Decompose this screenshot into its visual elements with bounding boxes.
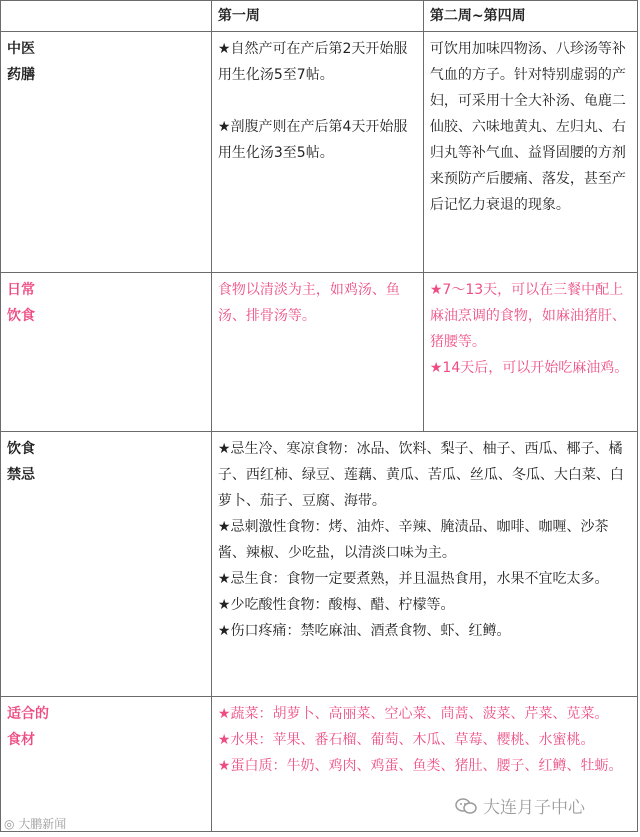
header-week2to4: 第二周~第四周 [423, 1, 637, 32]
row-label-line2: 饮食 [7, 308, 35, 324]
row-label-line2: 食材 [7, 732, 35, 748]
suitable-food-item: ★蔬菜：胡萝卜、高丽菜、空心菜、茼蒿、菠菜、芹菜、苋菜。 [217, 706, 609, 722]
tcm-week1-item: ★剖腹产则在产后第4天开始服用生化汤3至5帖。 [217, 119, 408, 161]
taboo-item: ★忌刺激性食物：烤、油炸、辛辣、腌渍品、咖啡、咖喱、沙茶酱、辣椒、少吃盐，以清淡口味为主。 [217, 519, 609, 561]
suitable-food-item: ★水果：苹果、番石榴、葡萄、木瓜、草莓、樱桃、水蜜桃。 [217, 732, 595, 748]
taboo-item: ★少吃酸性食物：酸梅、醋、柠檬等。 [217, 597, 455, 613]
watermark-left-text: 大鹏新闻 [18, 817, 67, 831]
daily-week2to4-item: ★7～13天，可以在三餐中配上麻油烹调的食物，如麻油猪肝、猪腰等。 [429, 282, 626, 350]
row-label-line1: 日常 [7, 282, 35, 298]
tcm-week1-cell [211, 32, 423, 273]
watermark-left [4, 815, 66, 832]
daily-week2to4-cell [423, 273, 637, 432]
header-blank [1, 1, 212, 32]
row-tcm-diet [1, 32, 638, 273]
header-row [1, 1, 638, 32]
taboo-cell [211, 432, 637, 697]
tcm-week2to4-cell: 可饮用加味四物汤、八珍汤等补气血的方子。针对特别虚弱的产妇，可采用十全大补汤、龟鹿二仙胶、六味地黄丸、左归丸、右归丸等补气血、益肾固腰的方剂来预防产后腰痛、落发，甚至产后记忆力衰退的现象。 [423, 32, 637, 273]
row-label-line1: 中医 [7, 41, 35, 57]
tcm-week1-item: ★自然产可在产后第2天开始服用生化汤5至7帖。 [217, 41, 408, 83]
spacer [218, 88, 417, 114]
row-diet-taboo [1, 432, 638, 697]
daily-week1-cell: 食物以清淡为主，如鸡汤、鱼汤、排骨汤等。 [211, 273, 423, 432]
row-label-line1: 适合的 [7, 706, 49, 722]
daily-week2to4-item: ★14天后，可以开始吃麻油鸡。 [429, 360, 629, 376]
row-label-suitable [1, 697, 212, 832]
row-label-daily [1, 273, 212, 432]
row-label-line2: 禁忌 [7, 467, 35, 483]
row-daily-diet [1, 273, 638, 432]
row-label-tcm [1, 32, 212, 273]
taboo-item: ★伤口疼痛：禁吃麻油、酒煮食物、虾、红鳟。 [217, 623, 511, 639]
taboo-item: ★忌生冷、寒凉食物：冰品、饮料、梨子、柚子、西瓜、椰子、橘子、西红柿、绿豆、莲藕、黄瓜、苦瓜、丝瓜、冬瓜、大白菜、白萝卜、茄子、豆腐、海带。 [217, 441, 624, 509]
row-label-line1: 饮食 [7, 441, 35, 457]
wechat-icon [455, 797, 477, 815]
header-week1: 第一周 [211, 1, 423, 32]
watermark-right [455, 793, 585, 818]
watermark-right-text: 大连月子中心 [483, 798, 585, 818]
row-label-line2: 药膳 [7, 67, 35, 83]
taboo-item: ★忌生食：食物一定要煮熟，并且温热食用，水果不宜吃太多。 [217, 571, 609, 587]
weibo-icon: ◎ [4, 817, 19, 831]
row-label-taboo [1, 432, 212, 697]
suitable-food-item: ★蛋白质：牛奶、鸡肉、鸡蛋、鱼类、猪肚、腰子、红鳟、牡蛎。 [217, 758, 623, 774]
